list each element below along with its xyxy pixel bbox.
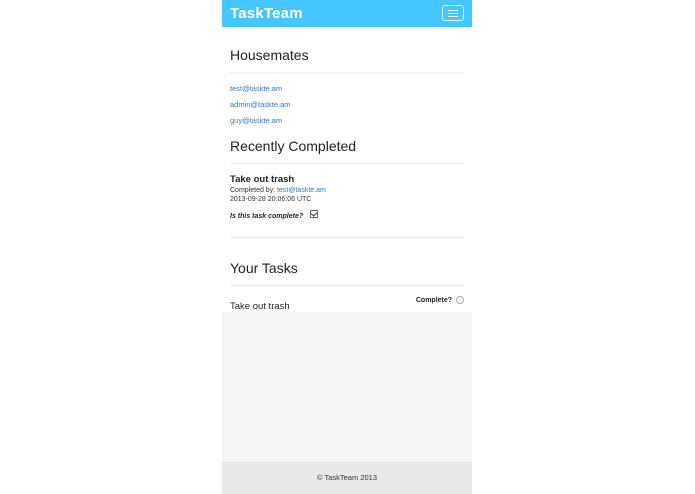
main-content — [222, 27, 472, 312]
footer-text: © TaskTeam 2013 — [316, 473, 377, 482]
brand-link[interactable]: TaskTeam — [230, 5, 303, 22]
task-complete-radio[interactable] — [456, 296, 464, 304]
menu-toggle-button[interactable] — [442, 5, 464, 21]
completion-question-row — [230, 205, 464, 223]
task-complete-control — [416, 296, 464, 304]
housemate-link[interactable]: guy@taskte.am — [230, 116, 283, 125]
navbar — [222, 0, 472, 27]
recently-completed-title: Recently Completed — [230, 138, 357, 154]
housemate-link[interactable]: admin@taskte.am — [230, 100, 291, 109]
completion-question: Is this task complete? — [230, 213, 304, 220]
task-row — [230, 296, 464, 314]
complete-label: Complete? — [415, 296, 453, 304]
footer — [222, 462, 472, 494]
completed-by-line — [230, 187, 464, 194]
housemate-link[interactable]: test@taskte.am — [230, 84, 283, 93]
page-container — [222, 0, 472, 494]
hamburger-icon — [448, 13, 458, 14]
completed-task-name: Take out trash — [230, 174, 295, 185]
hamburger-icon — [448, 16, 458, 17]
hamburger-icon — [448, 10, 458, 11]
completed-by-label: Completed by: — [230, 187, 276, 194]
completed-by-link[interactable]: test@taskte.am — [277, 187, 326, 194]
housemates-title: Housemates — [230, 47, 309, 63]
task-name: Take out trash — [230, 301, 290, 312]
task-complete-checkbox[interactable] — [310, 210, 318, 218]
completed-timestamp: 2013-09-28 20:06:06 UTC — [230, 196, 312, 203]
your-tasks-title: Your Tasks — [230, 260, 298, 276]
